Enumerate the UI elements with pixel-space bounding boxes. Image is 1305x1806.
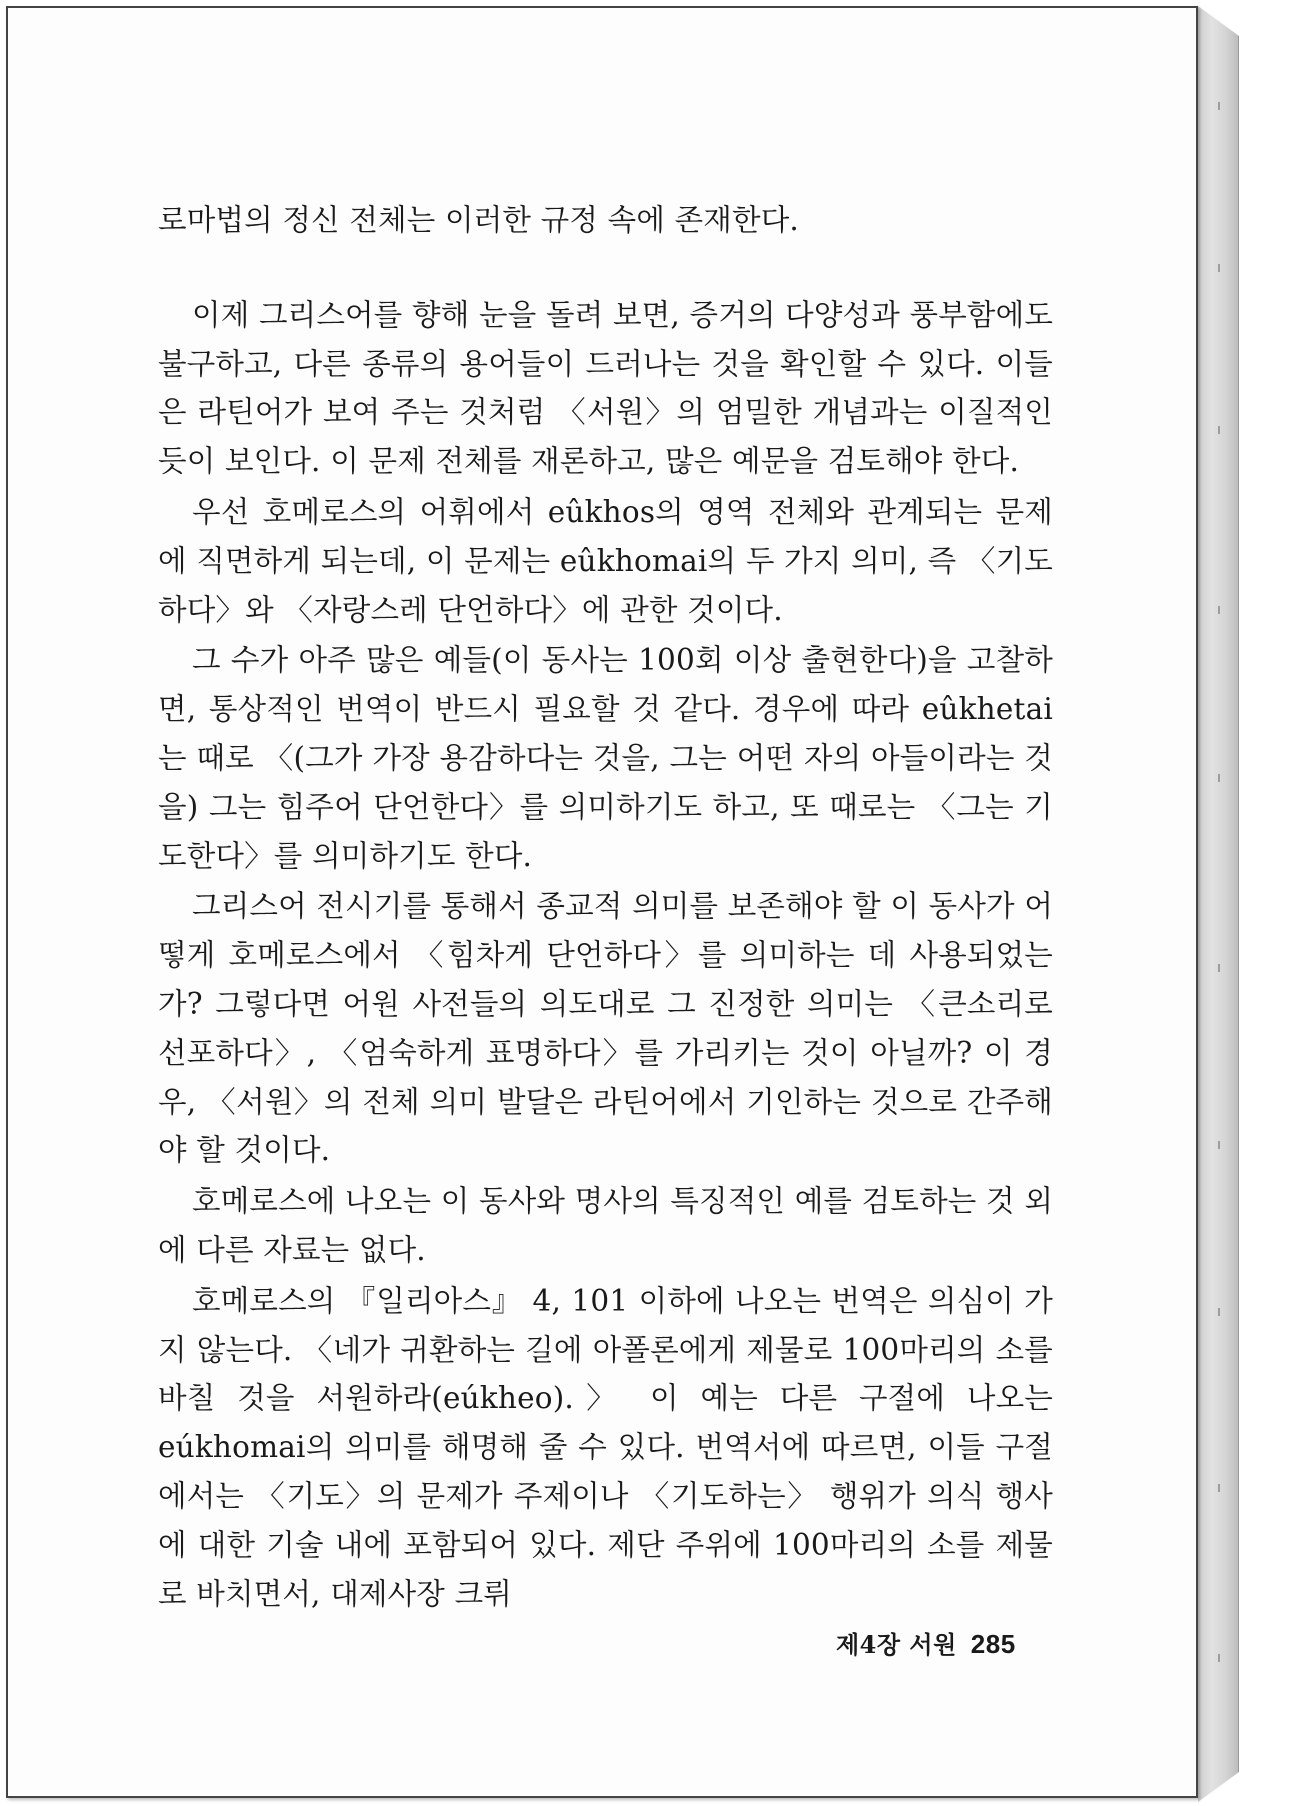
book-page — [6, 6, 1198, 1798]
edge-mark — [1218, 1484, 1220, 1492]
edge-mark — [1218, 1654, 1220, 1662]
edge-mark — [1218, 964, 1220, 972]
edge-mark — [1218, 102, 1220, 110]
paragraph: 호메로스에 나오는 이 동사와 명사의 특징적인 예를 검토하는 것 외에 다른 자료는 없다. — [158, 1184, 1054, 1267]
paragraph: 이제 그리스어를 향해 눈을 돌려 보면, 증거의 다양성과 풍부함에도 불구하고, 다른 종류의 용어들이 드러나는 것을 확인할 수 있다. 이들은 라틴어가 보여 주는 것처럼 〈서원〉의 엄밀한 개념과는 이질적인 듯이 보인다. 이 문제 전체를 재론하고, 많은 예문을 검토해야 한다. — [158, 297, 1054, 479]
edge-mark — [1218, 774, 1220, 782]
edge-mark — [1218, 606, 1220, 614]
paragraph: 그리스어 전시기를 통해서 종교적 의미를 보존해야 할 이 동사가 어떻게 호메로스에서 〈힘차게 단언하다〉를 의미하는 데 사용되었는가? 그렇다면 어원 사전들의 의도대로 그 진정한 의미는 〈큰소리로 선포하다〉, 〈엄숙하게 표명하다〉를 가리키는 것이 아닐까? 이 경우, 〈서원〉의 전체 의미 발달은 라틴어에서 기인하는 것으로 간주해야 할 것이다. — [158, 889, 1054, 1168]
page-number: 285 — [970, 1629, 1016, 1659]
edge-mark — [1218, 1308, 1220, 1316]
paragraph: 호메로스의 『일리아스』 4, 101 이하에 나오는 번역은 의심이 가지 않는다. 〈네가 귀환하는 길에 아폴론에게 제물로 100마리의 소를 바칠 것을 서원하라(eúkheo).〉 이 예는 다른 구절에 나오는 eúkhomai의 의미를 해명해 줄 수 있다. 번역서에 따르면, 이들 구절에서는 〈기도〉의 문제가 주제이나 〈기도하는〉 행위가 의식 행사에 대한 기술 내에 포함되어 있다. 제단 주위에 100마리의 소를 제물로 바치면서, 대제사장 크뤼 — [158, 1283, 1053, 1611]
book-page-edge — [1198, 6, 1239, 1802]
paragraph: 우선 호메로스의 어휘에서 eûkhos의 영역 전체와 관계되는 문제에 직면하게 되는데, 이 문제는 eûkhomai의 두 가지 의미, 즉 〈기도하다〉와 〈자랑스레 단언하다〉에 관한 것이다. — [158, 494, 1053, 627]
running-footer-chapter: 제4장 서원 — [836, 1630, 957, 1659]
body-text — [158, 196, 1053, 1620]
edge-mark — [1218, 426, 1220, 434]
page-footer — [836, 1625, 1016, 1660]
edge-mark — [1218, 264, 1220, 272]
edge-mark — [1218, 1141, 1220, 1149]
paragraph: 로마법의 정신 전체는 이러한 규정 속에 존재한다. — [158, 203, 799, 237]
paragraph: 그 수가 아주 많은 예들(이 동사는 100회 이상 출현한다)을 고찰하면, 통상적인 번역이 반드시 필요할 것 같다. 경우에 따라 eûkhetai는 때로 〈(그가 가장 용감하다는 것을, 그는 어떤 자의 아들이라는 것을) 그는 힘주어 단언한다〉를 의미하기도 하고, 또 때로는 〈그는 기도한다〉를 의미하기도 한다. — [158, 643, 1053, 873]
